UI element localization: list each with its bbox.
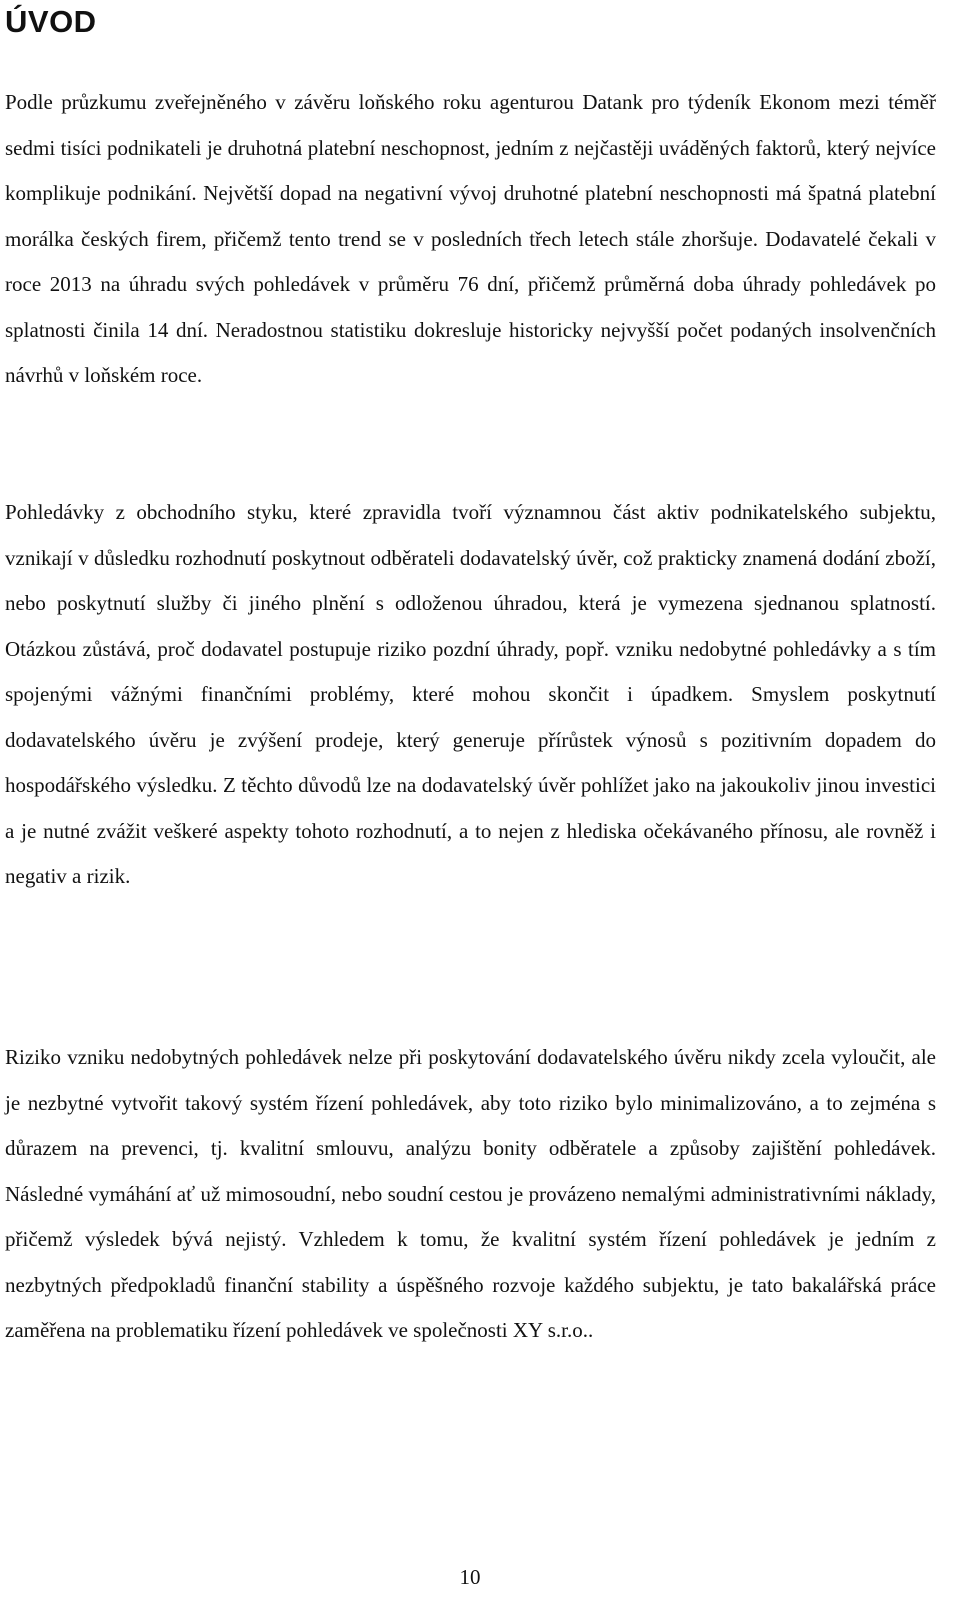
section-heading: ÚVOD <box>5 4 97 39</box>
paragraph-risk: Riziko vzniku nedobytných pohledávek nelze při poskytování dodavatelského úvěru nikdy zcela vyloučit, ale je nezbytné vytvořit takový systém řízení pohledávek, aby toto riziko bylo minimalizováno, a to zejména s důrazem na prevenci, tj. kvalitní smlouvu, analýzu bonity odběratele a způsoby zajištění pohledávek. Následné vymáhání ať už mimosoudní, nebo soudní cestou je provázeno nemalými administrativními náklady, přičemž výsledek bývá nejistý. Vzhledem k tomu, že kvalitní systém řízení pohledávek je jedním z nezbytných předpokladů finanční stability a úspěšného rozvoje každého subjektu, je tato bakalářská práce zaměřena na problematiku řízení pohledávek ve společnosti XY s.r.o.. <box>5 1045 936 1342</box>
paragraph-intro: Podle průzkumu zveřejněného v závěru loňského roku agenturou Datank pro týdeník Ekonom mezi téměř sedmi tisíci podnikateli je druhotná platební neschopnost, jedním z nejčastěji uváděných faktorů, který nejvíce komplikuje podnikání. Největší dopad na negativní vývoj druhotné platební neschopnosti má špatná platební morálka českých firem, přičemž tento trend se v posledních třech letech stále zhoršuje. Dodavatelé čekali v roce 2013 na úhradu svých pohledávek v průměru 76 dní, přičemž průměrná doba úhrady pohledávek po splatnosti činila 14 dní. Neradostnou statistiku dokresluje historicky nejvyšší počet podaných insolvenčních návrhů v loňském roce. <box>5 90 936 387</box>
page-number: 10 <box>459 1565 481 1589</box>
paragraph-receivables: Pohledávky z obchodního styku, které zpravidla tvoří významnou část aktiv podnikatelského subjektu, vznikají v důsledku rozhodnutí poskytnout odběrateli dodavatelský úvěr, což prakticky znamená dodání zboží, nebo poskytnutí služby či jiného plnění s odloženou úhradou, která je vymezena sjednanou splatností. Otázkou zůstává, proč dodavatel postupuje riziko pozdní úhrady, popř. vzniku nedobytné pohledávky a s tím spojenými vážnými finančními problémy, které mohou skončit i úpadkem. Smyslem poskytnutí dodavatelského úvěru je zvýšení prodeje, který generuje přírůstek výnosů s pozitivním dopadem do hospodářského výsledku. Z těchto důvodů lze na dodavatelský úvěr pohlížet jako na jakoukoliv jinou investici a je nutné zvážit veškeré aspekty tohoto rozhodnutí, a to nejen z hlediska očekávaného přínosu, ale rovněž i negativ a rizik. <box>5 500 936 888</box>
